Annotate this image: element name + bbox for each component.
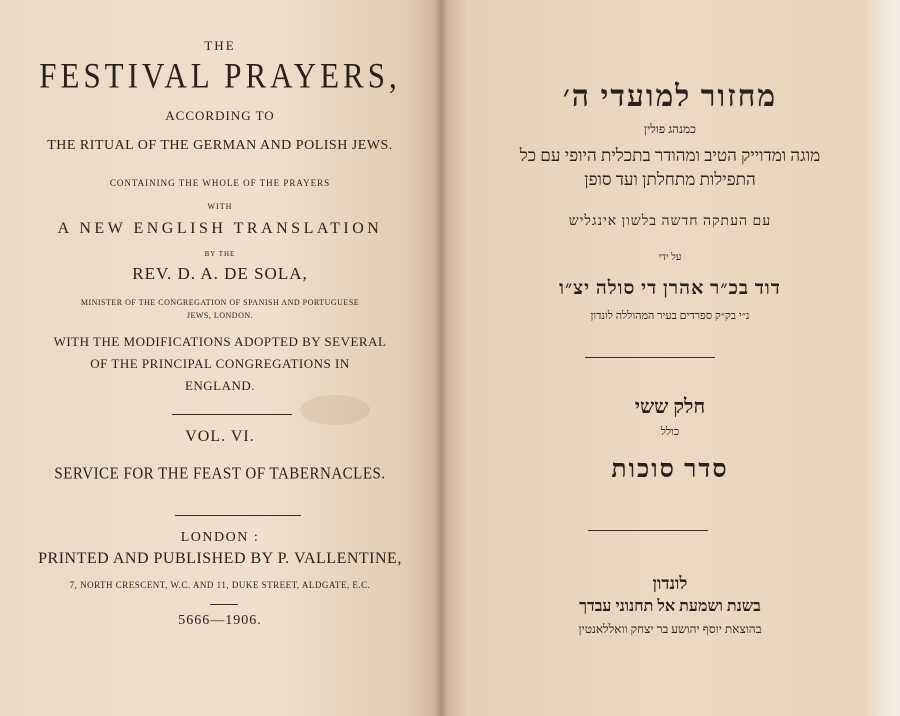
hebrew-translation-note: עם העתקה חדשה בלשון אינגליש <box>568 214 772 229</box>
hebrew-by-hand: על ידי <box>658 252 682 263</box>
hebrew-title-page <box>440 0 900 716</box>
title-the: THE <box>204 38 236 53</box>
main-title: FESTIVAL PRAYERS, <box>39 55 401 96</box>
modifications-line-2: OF THE PRINCIPAL CONGREGATIONS IN <box>90 356 350 371</box>
imprint-year: 5666—1906. <box>178 613 262 628</box>
hebrew-part: חלק ששי <box>634 396 706 418</box>
imprint-address: 7, NORTH CRESCENT, W.C. AND 11, DUKE STREET, ALDGATE, E.C. <box>69 580 371 590</box>
hebrew-year-line: בשנת ושמעת אל תחנוני עבדך <box>579 598 761 615</box>
hebrew-author: דוד בכ״ר אהרן די סולה יצ״ו <box>559 278 781 299</box>
ritual-line: THE RITUAL OF THE GERMAN AND POLISH JEWS. <box>47 138 393 153</box>
divider-rule <box>588 530 708 531</box>
volume-number: VOL. VI. <box>185 428 255 445</box>
hebrew-seder: סדר סוכות <box>611 456 729 483</box>
translation-line: A NEW ENGLISH TRANSLATION <box>57 220 383 237</box>
minister-line-1: MINISTER OF THE CONGREGATION OF SPANISH AND PORTUGUESE <box>80 298 360 307</box>
hebrew-minhag: כמנהג פולין <box>644 122 696 136</box>
english-title-page <box>0 0 440 716</box>
book-gutter <box>434 0 448 716</box>
modifications-line-1: WITH THE MODIFICATIONS ADOPTED BY SEVERAL <box>53 334 387 349</box>
containing-line: CONTAINING THE WHOLE OF THE PRAYERS <box>109 178 331 188</box>
modifications-line-3: ENGLAND. <box>184 378 256 393</box>
hebrew-description-line-2: התפילות מתחלתן ועד סופן <box>584 170 756 189</box>
divider-rule <box>175 515 301 516</box>
by-the-line: BY THE <box>204 250 236 258</box>
divider-rule <box>210 604 238 605</box>
divider-rule <box>585 357 715 358</box>
minister-line-2: JEWS, LONDON. <box>186 311 254 320</box>
hebrew-publisher: בהוצאת יוסף יהושע בר יצחק וואללאנטין <box>578 622 762 636</box>
with-line: WITH <box>207 202 233 211</box>
hebrew-place: לונדון <box>652 574 688 593</box>
according-to: ACCORDING TO <box>165 108 275 123</box>
hebrew-main-title: מחזור למועדי ה׳ <box>562 80 778 113</box>
service-title: SERVICE FOR THE FEAST OF TABERNACLES. <box>54 465 386 483</box>
imprint-place: LONDON : <box>180 530 260 545</box>
paper-stain <box>300 395 370 425</box>
divider-rule <box>172 414 292 415</box>
hebrew-community: נ״י בק״ק ספרדים בעיר המהוללה לונדון <box>590 310 750 322</box>
author-name: REV. D. A. DE SOLA, <box>132 264 308 283</box>
hebrew-description-line-1: מוגה ומדוייק הטיב ומהודר בתכלית היופי עם כל <box>519 146 821 165</box>
imprint-publisher: PRINTED AND PUBLISHED BY P. VALLENTINE, <box>38 550 402 567</box>
hebrew-includes: כולל <box>660 426 680 438</box>
